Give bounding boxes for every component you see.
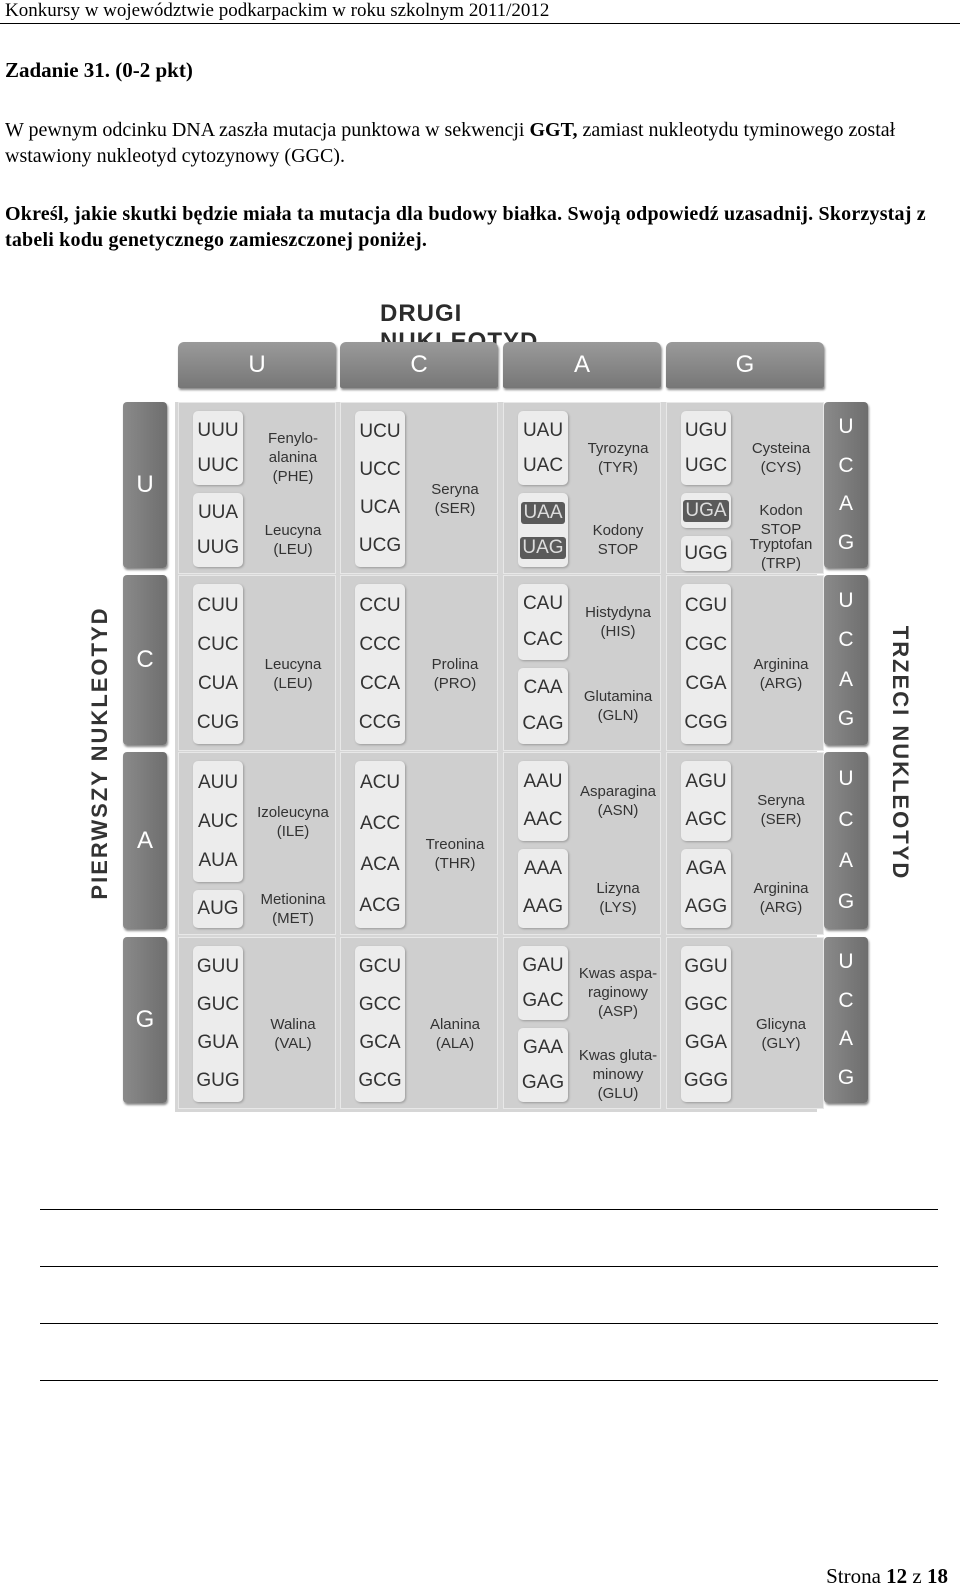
codon-cell-UA [503, 402, 661, 574]
codon-ACG: ACG [359, 894, 401, 916]
codon-GUU: GUU [196, 956, 240, 977]
amino-acid-label: Treonina (THR) [425, 836, 485, 872]
task-sequence-ggc: (GGC). [284, 145, 345, 167]
third-nucleotide-C: C [838, 807, 854, 831]
third-nucleotide-A: A [838, 667, 853, 691]
codon-CUG: CUG [196, 711, 240, 733]
codon-ACU: ACU [359, 772, 401, 794]
codon-cell-CU [178, 575, 336, 751]
codon-AUU: AUU [197, 771, 239, 793]
footer-prefix: Strona [826, 1564, 881, 1588]
footer-page: 12 [886, 1564, 908, 1588]
third-nucleotide-group [824, 402, 868, 568]
codon-cell-UC [340, 402, 498, 574]
codon-UGU: UGU [684, 419, 728, 441]
codon-cell-CG [666, 575, 824, 751]
first-nucleotide-label: PIERWSZY NUKLEOTYD [87, 606, 112, 900]
codon-cell-GG [666, 937, 824, 1109]
amino-acid-label: Leucyna (LEU) [264, 521, 322, 558]
amino-acid-label: Kodon STOP [759, 502, 803, 538]
second-nucleotide-U: U [178, 342, 336, 388]
third-nucleotide-group [824, 937, 868, 1103]
codon-UUG: UUG [196, 536, 240, 558]
amino-acid-label: Tyrozyna (TYR) [587, 439, 649, 476]
codon-CUC: CUC [197, 633, 239, 655]
third-nucleotide-C: C [838, 453, 854, 477]
codon-GCG: GCG [358, 1070, 402, 1091]
codon-AUC: AUC [197, 810, 239, 832]
codon-cell-GC [340, 937, 498, 1109]
third-nucleotide-group [824, 752, 868, 929]
codon-group [355, 761, 405, 928]
codon-UAU: UAU [522, 419, 564, 441]
amino-acid-label: Arginina (ARG) [753, 879, 809, 916]
codon-cell-UU [178, 402, 336, 574]
task-description [5, 117, 955, 169]
amino-acid-label: Alanina (ALA) [429, 1015, 481, 1052]
codon-group [681, 946, 731, 1102]
amino-acid-label: Prolina (PRO) [431, 655, 479, 692]
codon-group [193, 890, 243, 928]
codon-group [518, 761, 568, 841]
codon-group [518, 1028, 568, 1102]
codon-cell-UG [666, 402, 824, 574]
task-instruction: Określ, jakie skutki będzie miała ta mutacja dla budowy białka. Swoją odpowiedź uzasadnij. Skorzystaj z tabeli kodu genetycznego zamieszczonej poniżej. [5, 203, 926, 251]
codon-ACC: ACC [359, 813, 401, 835]
third-nucleotide-label: TRZECI NUKLEOTYD [888, 625, 913, 881]
codon-group [193, 946, 243, 1102]
amino-acid-label: Glicyna (GLY) [755, 1015, 807, 1052]
codon-GUG: GUG [196, 1070, 240, 1091]
amino-acid-label: Arginina (ARG) [753, 655, 809, 692]
codon-CGA: CGA [685, 672, 727, 694]
second-nucleotide-C: C [340, 342, 498, 388]
footer-sep: z [912, 1564, 922, 1588]
third-nucleotide-A: A [838, 849, 853, 873]
codon-UCG: UCG [358, 535, 402, 556]
first-nucleotide-G: G [123, 937, 167, 1103]
codon-CAC: CAC [522, 629, 564, 650]
amino-acid-label: Tryptofan (TRP) [749, 535, 813, 572]
task-text-2: zamiast nukleotydu tyminowego został wstawiony nukleotyd cytozynowy [5, 119, 896, 167]
amino-acid-label: Kwas aspa-raginowy (ASP) [578, 965, 658, 1020]
codon-CUU: CUU [197, 594, 239, 616]
task-sequence-ggt: GGT, [529, 119, 578, 141]
codon-CGU: CGU [684, 594, 728, 616]
codon-CAA: CAA [523, 677, 563, 698]
codon-cell-GA [503, 937, 661, 1109]
codon-CGG: CGG [684, 711, 728, 733]
amino-acid-label: Histydyna (HIS) [585, 604, 651, 640]
codon-group [518, 584, 568, 660]
second-nucleotide-G: G [666, 342, 824, 388]
codon-cell-GU [178, 937, 336, 1109]
codon-group [355, 584, 405, 744]
answer-line[interactable] [40, 1323, 938, 1324]
codon-group [681, 584, 731, 744]
amino-acid-label: Izoleucyna (ILE) [257, 803, 329, 840]
third-nucleotide-C: C [838, 988, 854, 1012]
codon-group [518, 849, 568, 929]
codon-group [518, 668, 568, 744]
codon-CCG: CCG [358, 711, 402, 733]
codon-group [193, 411, 243, 485]
codon-CCA: CCA [359, 672, 401, 694]
codon-GGA: GGA [684, 1032, 728, 1053]
third-nucleotide-G: G [837, 707, 855, 731]
page-header: Konkursy w województwie podkarpackim w roku szkolnym 2011/2012 [5, 0, 550, 21]
amino-acid-label: Kodony STOP [592, 521, 644, 558]
codon-GAA: GAA [522, 1036, 564, 1058]
codon-GCU: GCU [358, 956, 402, 977]
third-nucleotide-A: A [838, 1027, 853, 1051]
second-nucleotide-A: A [503, 342, 661, 388]
codon-cell-AA [503, 752, 661, 935]
codon-UCU: UCU [359, 421, 401, 442]
codon-cell-AG [666, 752, 824, 935]
codon-table-title: DRUGI [380, 300, 463, 327]
codon-GAG: GAG [521, 1071, 565, 1093]
codon-AAA: AAA [523, 858, 563, 880]
first-nucleotide-U: U [123, 402, 167, 568]
codon-AGU: AGU [685, 770, 727, 792]
codon-cell-AU [178, 752, 336, 935]
codon-group [193, 761, 243, 882]
codon-cell-CA [503, 575, 661, 751]
codon-group [681, 761, 731, 841]
codon-UCC: UCC [359, 459, 401, 480]
codon-GGG: GGG [683, 1070, 729, 1091]
codon-UGA: UGA [685, 499, 727, 521]
codon-UGG: UGG [684, 542, 728, 564]
third-nucleotide-G: G [837, 1065, 855, 1089]
third-nucleotide-G: G [837, 530, 855, 554]
codon-UGC: UGC [684, 454, 728, 476]
codon-CAU: CAU [522, 593, 564, 614]
third-nucleotide-U: U [838, 950, 854, 974]
codon-CUA: CUA [197, 672, 239, 694]
codon-ACA: ACA [360, 853, 400, 875]
codon-UUU: UUU [197, 419, 239, 441]
amino-acid-label: Asparagina (ASN) [580, 782, 656, 819]
codon-UCA: UCA [359, 497, 401, 518]
codon-group [518, 411, 568, 485]
codon-CCU: CCU [359, 594, 401, 616]
codon-UUC: UUC [197, 454, 239, 476]
codon-group [518, 493, 568, 567]
footer-total: 18 [927, 1564, 948, 1588]
amino-acid-label: Leucyna (LEU) [264, 655, 322, 692]
codon-GAU: GAU [522, 954, 564, 976]
codon-GGU: GGU [684, 956, 728, 977]
codon-group [355, 946, 405, 1102]
third-nucleotide-C: C [838, 628, 854, 652]
codon-GAC: GAC [522, 989, 564, 1011]
header-rule [0, 23, 960, 24]
third-nucleotide-A: A [838, 492, 853, 516]
codon-AAU: AAU [523, 770, 563, 792]
codon-group [355, 411, 405, 567]
amino-acid-label: Metionina (MET) [260, 891, 326, 928]
task-title: Zadanie 31. (0-2 pkt) [5, 58, 193, 82]
codon-AGA: AGA [685, 858, 727, 880]
codon-group [681, 411, 731, 485]
codon-AGC: AGC [685, 808, 727, 830]
third-nucleotide-U: U [838, 766, 854, 790]
codon-GCA: GCA [359, 1032, 401, 1053]
amino-acid-label: Seryna (SER) [431, 480, 479, 517]
codon-AAG: AAG [522, 896, 564, 918]
third-nucleotide-U: U [838, 415, 854, 439]
codon-UAG: UAG [522, 536, 564, 558]
codon-AUG: AUG [197, 898, 239, 920]
codon-group [193, 493, 243, 567]
third-nucleotide-U: U [838, 588, 854, 612]
amino-acid-label: Cysteina (CYS) [751, 439, 811, 476]
amino-acid-label: Glutamina (GLN) [583, 688, 653, 724]
codon-GUC: GUC [196, 994, 240, 1015]
codon-CGC: CGC [684, 633, 728, 655]
third-nucleotide-group [824, 575, 868, 745]
codon-UUA: UUA [197, 501, 239, 523]
codon-cell-AC [340, 752, 498, 935]
amino-acid-label: Fenylo-alanina (PHE) [267, 430, 319, 485]
answer-line[interactable] [40, 1380, 938, 1381]
page-footer [826, 1564, 948, 1589]
codon-AUA: AUA [198, 849, 238, 871]
first-nucleotide-A: A [123, 752, 167, 929]
answer-line[interactable] [40, 1266, 938, 1267]
task-text-1: W pewnym odcinku DNA zaszła mutacja punktowa w sekwencji [5, 119, 530, 141]
codon-CAG: CAG [522, 713, 564, 734]
third-nucleotide-G: G [837, 890, 855, 914]
amino-acid-label: Kwas gluta-minowy (GLU) [578, 1047, 658, 1102]
codon-group [681, 536, 731, 571]
codon-group [518, 946, 568, 1020]
codon-GGC: GGC [684, 994, 728, 1015]
codon-GCC: GCC [358, 994, 402, 1015]
codon-UAA: UAA [523, 501, 563, 523]
codon-GUA: GUA [197, 1032, 239, 1053]
codon-group [681, 493, 731, 528]
amino-acid-label: Lizyna (LYS) [596, 879, 640, 916]
answer-line[interactable] [40, 1209, 938, 1210]
codon-group [681, 849, 731, 929]
first-nucleotide-C: C [123, 575, 167, 745]
codon-cell-CC [340, 575, 498, 751]
codon-UAC: UAC [522, 454, 564, 476]
amino-acid-label: Walina (VAL) [270, 1015, 316, 1052]
codon-CCC: CCC [359, 633, 401, 655]
codon-AGG: AGG [684, 896, 728, 918]
codon-AAC: AAC [523, 808, 563, 830]
amino-acid-label: Seryna (SER) [757, 792, 805, 829]
codon-group [193, 584, 243, 744]
